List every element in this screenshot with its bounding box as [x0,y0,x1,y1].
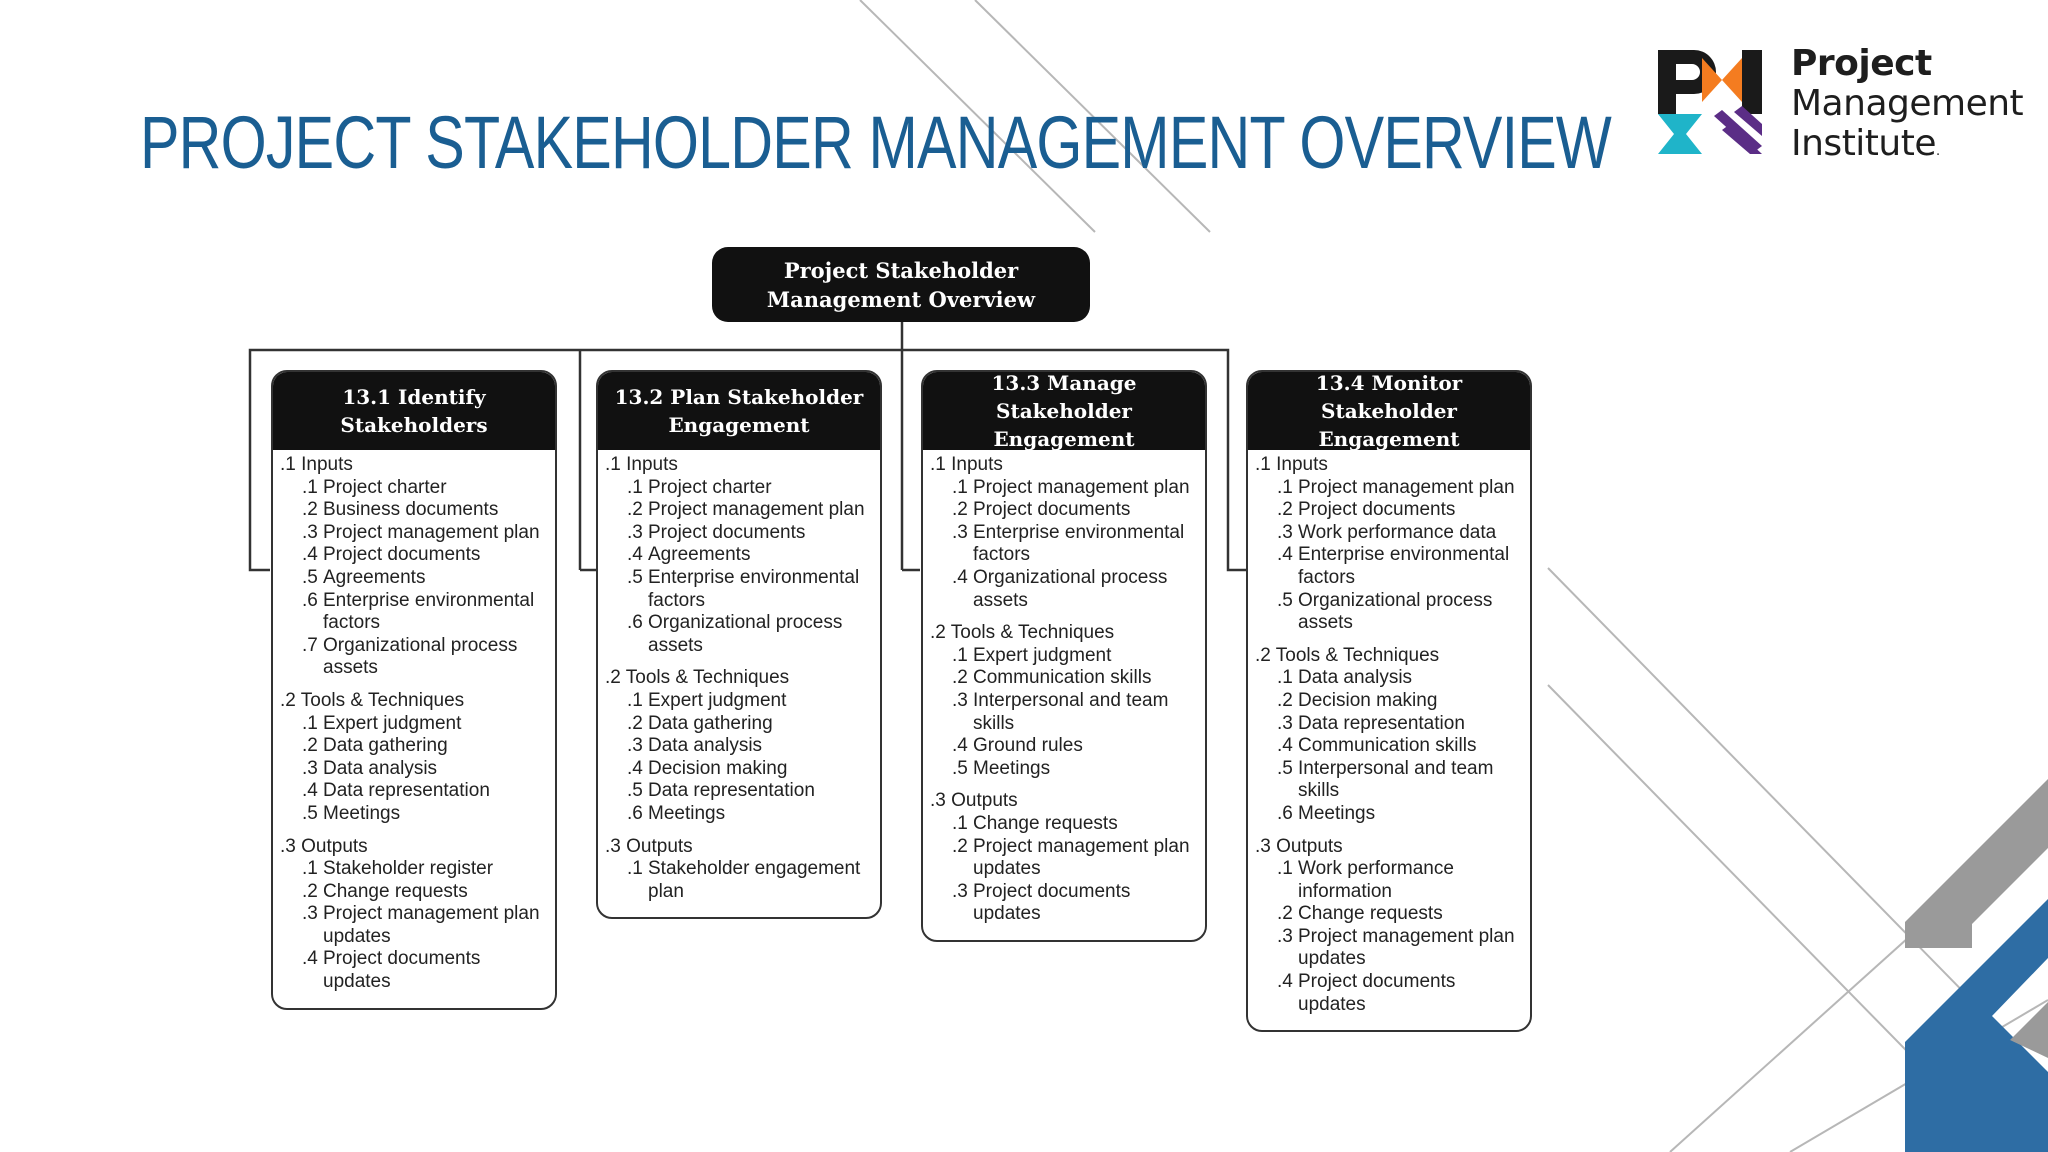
list-item [1255,926,1524,971]
list-item [930,645,1199,668]
process-section [605,836,874,904]
item-text: Interpersonal and team skills [1298,757,1494,802]
list-item [1255,858,1524,903]
item-number: .3 [302,903,318,925]
list-item [605,612,874,657]
item-number: .4 [302,544,318,566]
root-title: Project Stakeholder Management Overview [766,257,1036,312]
item-number: .2 [1277,689,1293,711]
process-section [930,454,1199,612]
item-text: Project documents [648,521,806,543]
process-section [280,454,549,680]
item-text: Project documents updates [1298,971,1456,1015]
list-item [1255,667,1524,690]
item-text: Expert judgment [323,712,462,734]
list-item [930,881,1199,926]
section-title: .2 Tools & Techniques [605,667,790,689]
list-item [1255,499,1524,522]
item-text: Organizational process assets [1298,589,1493,634]
list-item [280,544,549,567]
list-item [1255,758,1524,803]
section-title: .1 Inputs [1255,454,1328,475]
item-text: Decision making [648,757,788,779]
list-item [605,858,874,903]
item-number: .2 [952,667,968,689]
item-number: .5 [1277,589,1293,611]
process-section [280,690,549,826]
logo-line-institute: Institute [1791,123,1937,164]
list-item [1255,713,1524,736]
process-13-3-box [921,370,1207,942]
logo-registered-mark: . [1936,144,1940,159]
item-text: Project management plan updates [323,903,540,947]
item-text: Change requests [973,812,1118,834]
item-text: Data analysis [323,757,438,779]
list-item [280,780,549,803]
item-text: Project charter [323,476,447,498]
list-item [1255,544,1524,589]
item-number: .4 [302,948,318,970]
list-item [605,735,874,758]
item-number: .2 [1277,499,1293,521]
item-number: .1 [627,476,643,498]
logo-line-management: Management [1791,83,2024,124]
item-number: .6 [627,802,643,824]
section-title: .2 Tools & Techniques [280,689,465,711]
process-section [930,790,1199,926]
item-text: Organizational process assets [323,634,518,679]
process-13-1-box [271,370,557,1010]
item-text: Meetings [1298,802,1376,824]
section-title: .3 Outputs [1255,835,1343,857]
list-item [280,477,549,500]
list-item [280,903,549,948]
item-text: Data analysis [1298,667,1413,689]
process-section [280,836,549,994]
list-item [605,758,874,781]
process-section [605,454,874,657]
item-number: .3 [952,880,968,902]
item-text: Interpersonal and team skills [973,689,1169,734]
item-text: Data representation [323,780,490,802]
item-number: .3 [1277,925,1293,947]
item-text: Project documents updates [323,948,481,993]
list-item [280,803,549,826]
list-item [280,758,549,781]
item-number: .1 [1277,476,1293,498]
item-text: Expert judgment [648,689,787,711]
list-item [930,813,1199,836]
item-number: .2 [952,835,968,857]
item-number: .4 [952,566,968,588]
item-text: Meetings [973,757,1051,779]
list-item [280,590,549,635]
process-body [1248,450,1530,1030]
item-number: .5 [302,802,318,824]
item-number: .2 [627,712,643,734]
item-text: Enterprise environmental factors [648,566,860,611]
process-section [1255,836,1524,1017]
list-item [605,567,874,612]
list-item [605,780,874,803]
item-text: Project management plan [1298,476,1515,498]
process-title: 13.3 Manage Stakeholder Engagement [923,372,1205,450]
process-section [1255,454,1524,635]
item-text: Ground rules [973,735,1083,757]
item-text: Data gathering [323,735,448,757]
item-number: .6 [302,589,318,611]
list-item [280,522,549,545]
list-item [930,690,1199,735]
item-text: Enterprise environmental factors [973,521,1185,566]
list-item [930,522,1199,567]
item-number: .3 [302,757,318,779]
list-item [605,477,874,500]
section-title: .3 Outputs [605,835,693,857]
process-section [1255,645,1524,826]
item-text: Project charter [648,476,772,498]
section-title: .2 Tools & Techniques [930,622,1115,644]
item-number: .2 [952,499,968,521]
item-number: .1 [1277,667,1293,689]
item-text: Project documents [1298,499,1456,521]
item-text: Stakeholder register [323,858,494,880]
item-number: .5 [627,780,643,802]
item-text: Data analysis [648,735,763,757]
item-number: .3 [952,521,968,543]
item-number: .1 [952,476,968,498]
item-number: .1 [302,858,318,880]
list-item [1255,735,1524,758]
root-process-box [712,247,1090,322]
list-item [1255,477,1524,500]
item-number: .6 [627,612,643,634]
item-text: Stakeholder engagement plan [648,858,861,902]
list-item [1255,690,1524,713]
item-text: Meetings [323,802,401,824]
process-title: 13.1 Identify Stakeholders [273,372,555,450]
item-text: Work performance data [1298,521,1497,543]
item-text: Project management plan updates [973,835,1190,880]
item-number: .1 [952,812,968,834]
list-item [1255,522,1524,545]
section-title: .1 Inputs [930,454,1003,475]
process-section [930,622,1199,780]
item-text: Agreements [648,544,751,566]
item-text: Expert judgment [973,644,1112,666]
item-number: .2 [627,499,643,521]
item-text: Project documents [973,499,1131,521]
process-title: 13.2 Plan Stakeholder Engagement [598,372,880,450]
list-item [605,690,874,713]
item-number: .1 [302,712,318,734]
item-text: Data gathering [648,712,773,734]
item-text: Data representation [1298,712,1465,734]
list-item [280,567,549,590]
list-item [1255,971,1524,1016]
item-text: Business documents [323,499,499,521]
list-item [280,735,549,758]
list-item [280,713,549,736]
item-number: .5 [302,566,318,588]
section-title: .2 Tools & Techniques [1255,644,1440,666]
list-item [280,948,549,993]
list-item [930,499,1199,522]
section-title: .1 Inputs [605,454,678,475]
item-text: Work performance information [1298,858,1454,902]
item-number: .5 [952,757,968,779]
process-13-4-box [1246,370,1532,1032]
process-body [273,450,555,1008]
list-item [1255,903,1524,926]
list-item [280,635,549,680]
item-number: .3 [302,521,318,543]
item-number: .2 [302,880,318,902]
item-number: .5 [627,566,643,588]
item-text: Agreements [323,566,426,588]
list-item [930,477,1199,500]
item-text: Change requests [323,880,468,902]
list-item [1255,590,1524,635]
item-text: Decision making [1298,689,1438,711]
list-item [605,544,874,567]
process-body [598,450,880,917]
item-number: .4 [627,544,643,566]
section-title: .1 Inputs [280,454,353,475]
item-text: Organizational process assets [973,566,1168,611]
list-item [280,858,549,881]
item-number: .1 [302,476,318,498]
item-text: Data representation [648,780,815,802]
item-number: .5 [1277,757,1293,779]
item-text: Communication skills [1298,735,1477,757]
item-text: Meetings [648,802,726,824]
item-number: .7 [302,634,318,656]
item-number: .4 [627,757,643,779]
slide-title: PROJECT STAKEHOLDER MANAGEMENT OVERVIEW [140,101,1611,184]
list-item [605,499,874,522]
item-text: Project management plan updates [1298,925,1515,970]
item-number: .1 [627,689,643,711]
item-number: .2 [302,735,318,757]
item-number: .1 [952,644,968,666]
item-text: Project management plan [648,499,865,521]
item-number: .1 [627,858,643,880]
item-number: .3 [1277,712,1293,734]
list-item [605,803,874,826]
item-number: .4 [302,780,318,802]
item-number: .4 [952,735,968,757]
item-number: .6 [1277,802,1293,824]
list-item [930,667,1199,690]
item-text: Project management plan [973,476,1190,498]
list-item [930,567,1199,612]
list-item [605,522,874,545]
item-text: Enterprise environmental factors [323,589,535,634]
list-item [930,836,1199,881]
section-title: .3 Outputs [280,835,368,857]
item-number: .3 [952,689,968,711]
item-number: .1 [1277,858,1293,880]
list-item [280,499,549,522]
process-section [605,667,874,825]
logo-line-project: Project [1791,43,1932,84]
item-number: .3 [627,735,643,757]
item-number: .3 [1277,521,1293,543]
item-text: Project documents [323,544,481,566]
item-number: .4 [1277,971,1293,993]
section-title: .3 Outputs [930,790,1018,812]
item-text: Project documents updates [973,880,1131,925]
item-number: .3 [627,521,643,543]
item-text: Communication skills [973,667,1152,689]
list-item [280,881,549,904]
item-number: .2 [1277,903,1293,925]
item-number: .4 [1277,735,1293,757]
list-item [605,713,874,736]
process-13-2-box [596,370,882,919]
item-text: Change requests [1298,903,1443,925]
item-number: .2 [302,499,318,521]
list-item [1255,803,1524,826]
item-text: Organizational process assets [648,612,843,656]
list-item [930,735,1199,758]
process-body [923,450,1205,940]
list-item [930,758,1199,781]
process-title: 13.4 Monitor Stakeholder Engagement [1248,372,1530,450]
item-text: Enterprise environmental factors [1298,544,1510,588]
item-number: .4 [1277,544,1293,566]
item-text: Project management plan [323,521,540,543]
